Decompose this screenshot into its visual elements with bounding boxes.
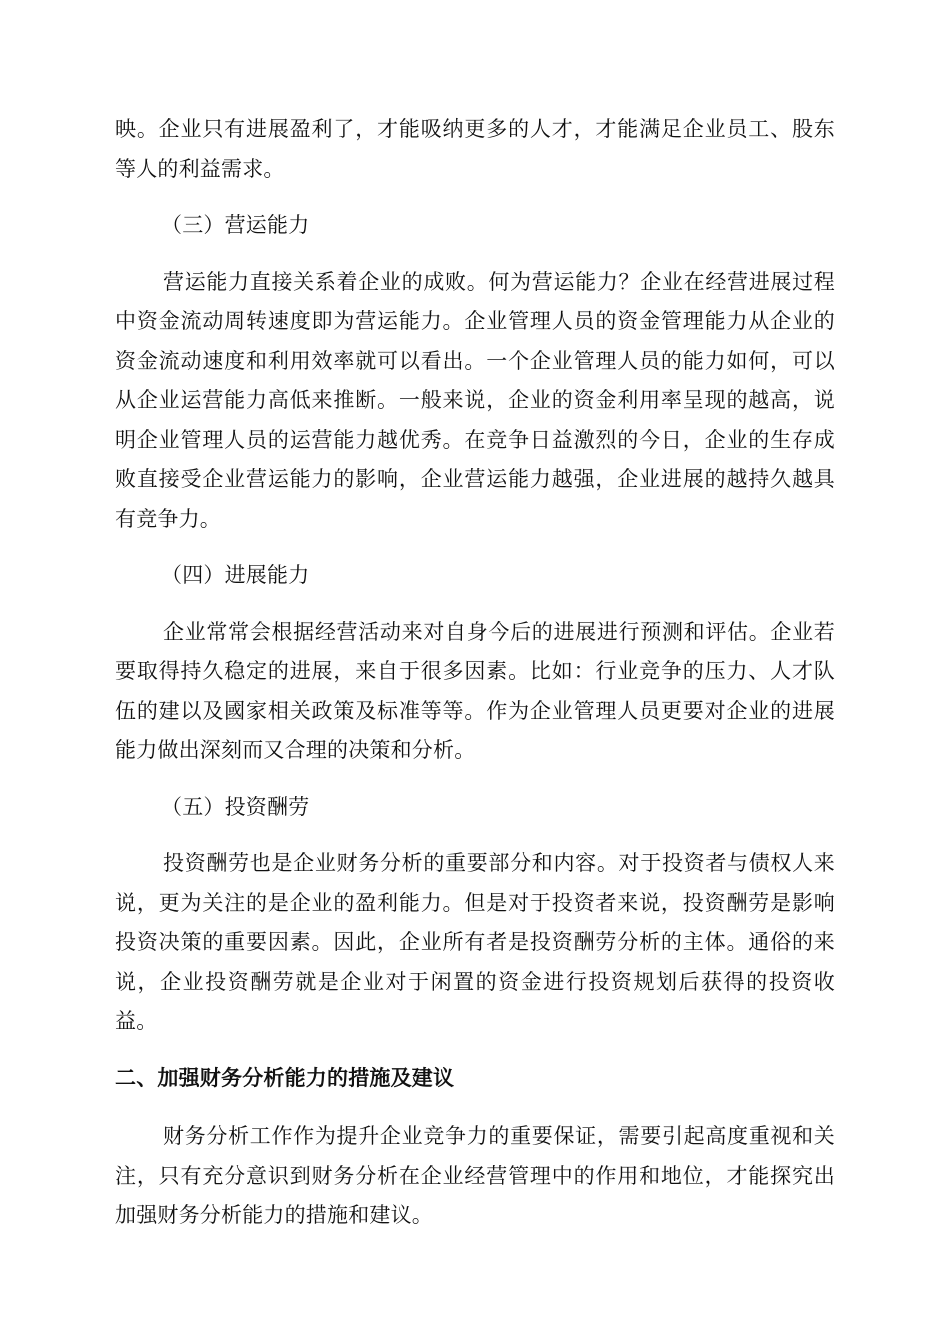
chapter-heading-measures: 二、加强财务分析能力的措施及建议 bbox=[115, 1065, 455, 1090]
section-heading-investment-return: （五）投资酬劳 bbox=[161, 794, 310, 819]
paragraph-development-capability: 企业常常会根据经营活动来对自身今后的进展进行预测和评估。企业若要取得持久稳定的进展，来自于很多因素。比如：行业竞争的压力、人才队伍的建以及國家相关政策及标准等等。作为企业管理人员更要对企业的进展能力做出深刻而又合理的决策和分析。 bbox=[115, 619, 835, 762]
section-heading-development-capability: （四）进展能力 bbox=[161, 563, 310, 587]
paragraph-continuation: 映。企业只有进展盈利了，才能吸纳更多的人才，才能满足企业员工、股东等人的利益需求。 bbox=[115, 117, 835, 181]
paragraph-measures: 财务分析工作作为提升企业竞争力的重要保证，需要引起高度重视和关注，只有充分意识到财务分析在企业经营管理中的作用和地位，才能探究出加强财务分析能力的措施和建议。 bbox=[115, 1124, 835, 1227]
section-heading-operating-capability: （三）营运能力 bbox=[161, 213, 310, 237]
document-body bbox=[115, 110, 835, 1236]
paragraph-investment-return: 投资酬劳也是企业财务分析的重要部分和内容。对于投资者与债权人来说，更为关注的是企业的盈利能力。但是对于投资者来说，投资酬劳是影响投资决策的重要因素。因此，企业所有者是投资酬劳分析的主体。通俗的来说，企业投资酬劳就是企业对于闲置的资金进行投资规划后获得的投资收益。 bbox=[115, 851, 835, 1033]
paragraph-operating-capability: 营运能力直接关系着企业的成败。何为营运能力？企业在经营进展过程中资金流动周转速度即为营运能力。企业管理人员的资金管理能力从企业的资金流动速度和利用效率就可以看出。一个企业管理人员的能力如何，可以从企业运营能力高低来推断。一般来说，企业的资金利用率呈现的越高，说明企业管理人员的运营能力越优秀。在竞争日益激烈的今日，企业的生存成败直接受企业营运能力的影响，企业营运能力越强，企业进展的越持久越具有竞争力。 bbox=[115, 269, 835, 531]
